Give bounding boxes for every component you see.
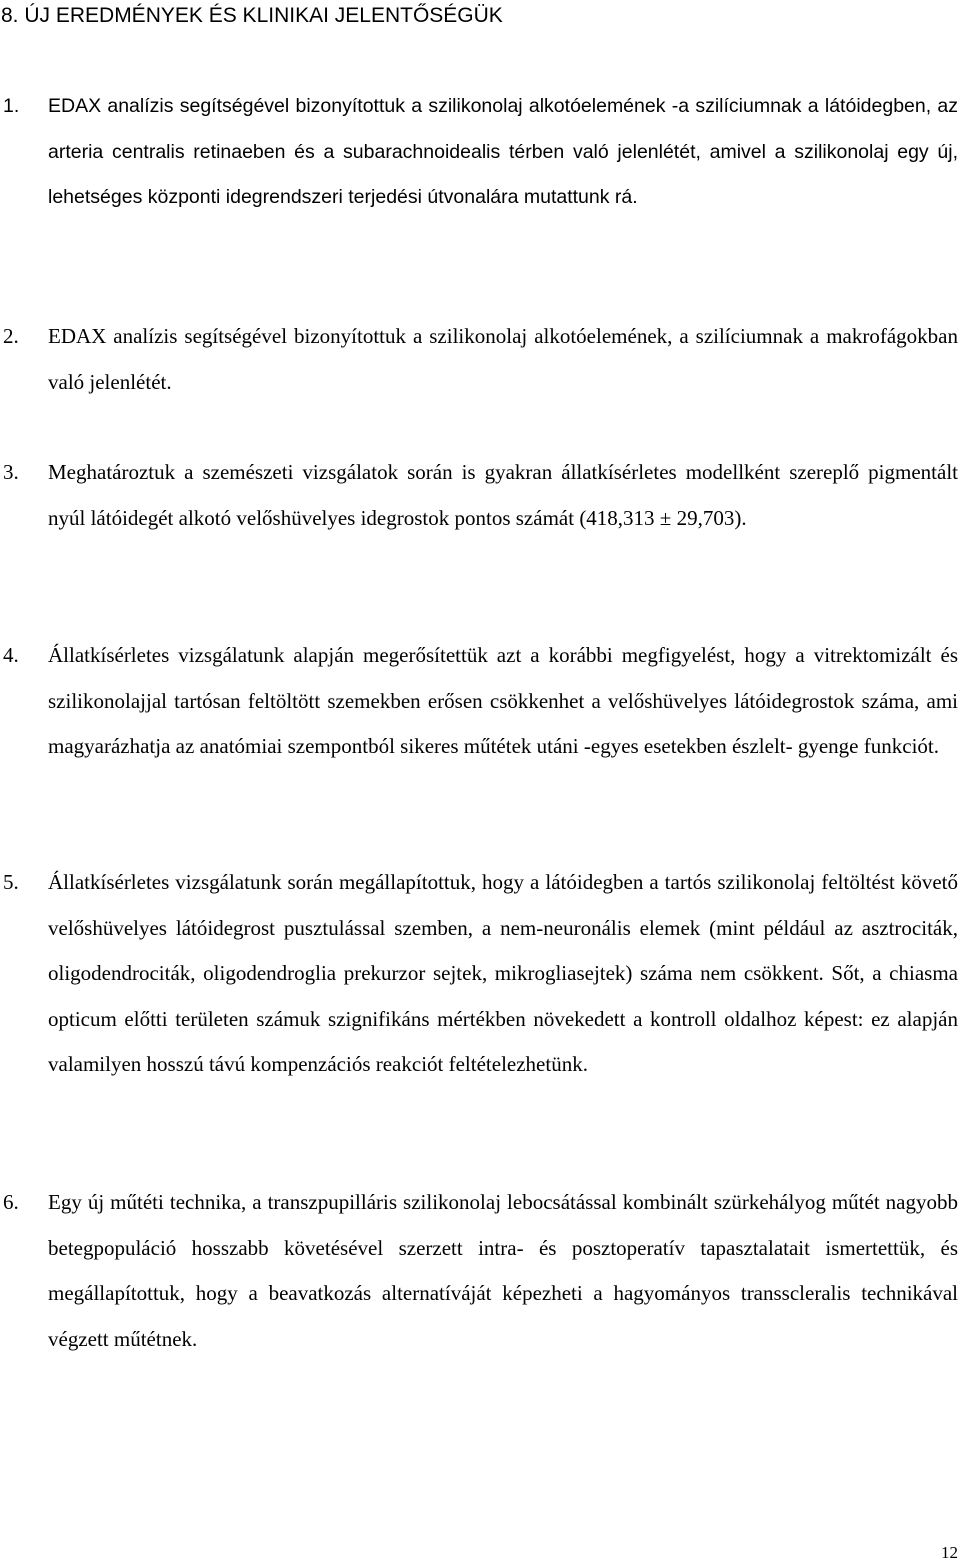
item-text: Állatkísérletes vizsgálatunk során megállapítottuk, hogy a látóidegben a tartós szilikonolaj feltöltést követő velőshüvelyes látóidegrost pusztulással szemben, a nem-neuronális elemek (mint például az asztrociták, oligodendrociták, oligodendroglia prekurzor sejtek, mikrogliasejtek) száma nem csökkent. Sőt, a chiasma opticum előtti területen számuk szignifikáns mértékben növekedett a kontroll oldalhoz képest: ez alapján valamilyen hosszú távú kompenzációs reakciót feltételezhetünk. [48, 870, 958, 1076]
item-text: Egy új műtéti technika, a transzpupilláris szilikonolaj lebocsátással kombinált szürkehályog műtét nagyobb betegpopuláció hosszabb követésével szerzett intra- és posztoperatív tapasztalatait ismertettük, és megállapítottuk, hogy a beavatkozás alternatíváját képezheti a hagyományos transscleralis technikával végzett műtétnek. [48, 1190, 958, 1351]
item-text: EDAX analízis segítségével bizonyítottuk a szilikonolaj alkotóelemének, a szilíciumnak a makrofágokban való jelenlétét. [48, 324, 958, 394]
item-number: 5. [3, 870, 19, 894]
item-number: 6. [3, 1190, 19, 1214]
item-text: EDAX analízis segítségével bizonyítottuk a szilikonolaj alkotóelemének -a szilíciumnak a látóidegben, az arteria centralis retinaeben és a subarachnoidealis térben való jelenlétét, amivel a szilikonolaj egy új, lehetséges központi idegrendszeri terjedési útvonalára mutattunk rá. [48, 95, 958, 208]
item-text: Állatkísérletes vizsgálatunk alapján megerősítettük azt a korábbi megfigyelést, hogy a vitrektomizált és szilikonolajjal tartósan feltöltött szemekben erősen csökkenhet a velőshüvelyes látóidegrostok száma, ami magyarázhatja az anatómiai szempontból sikeres műtétek utáni -egyes esetekben észlelt- gyenge funkciót. [48, 643, 958, 758]
item-text: Meghatároztuk a szemészeti vizsgálatok során is gyakran állatkísérletes modellként szereplő pigmentált nyúl látóidegét alkotó velőshüvelyes idegrostok pontos számát (418,313 ± 29,703). [48, 460, 958, 530]
item-number: 3. [3, 460, 19, 484]
item-number: 4. [3, 643, 19, 667]
item-number: 2. [3, 324, 19, 348]
page-number: 12 [941, 1543, 958, 1562]
item-number: 1. [3, 95, 20, 117]
section-heading: 8. ÚJ EREDMÉNYEK ÉS KLINIKAI JELENTŐSÉGÜK [1, 4, 503, 27]
